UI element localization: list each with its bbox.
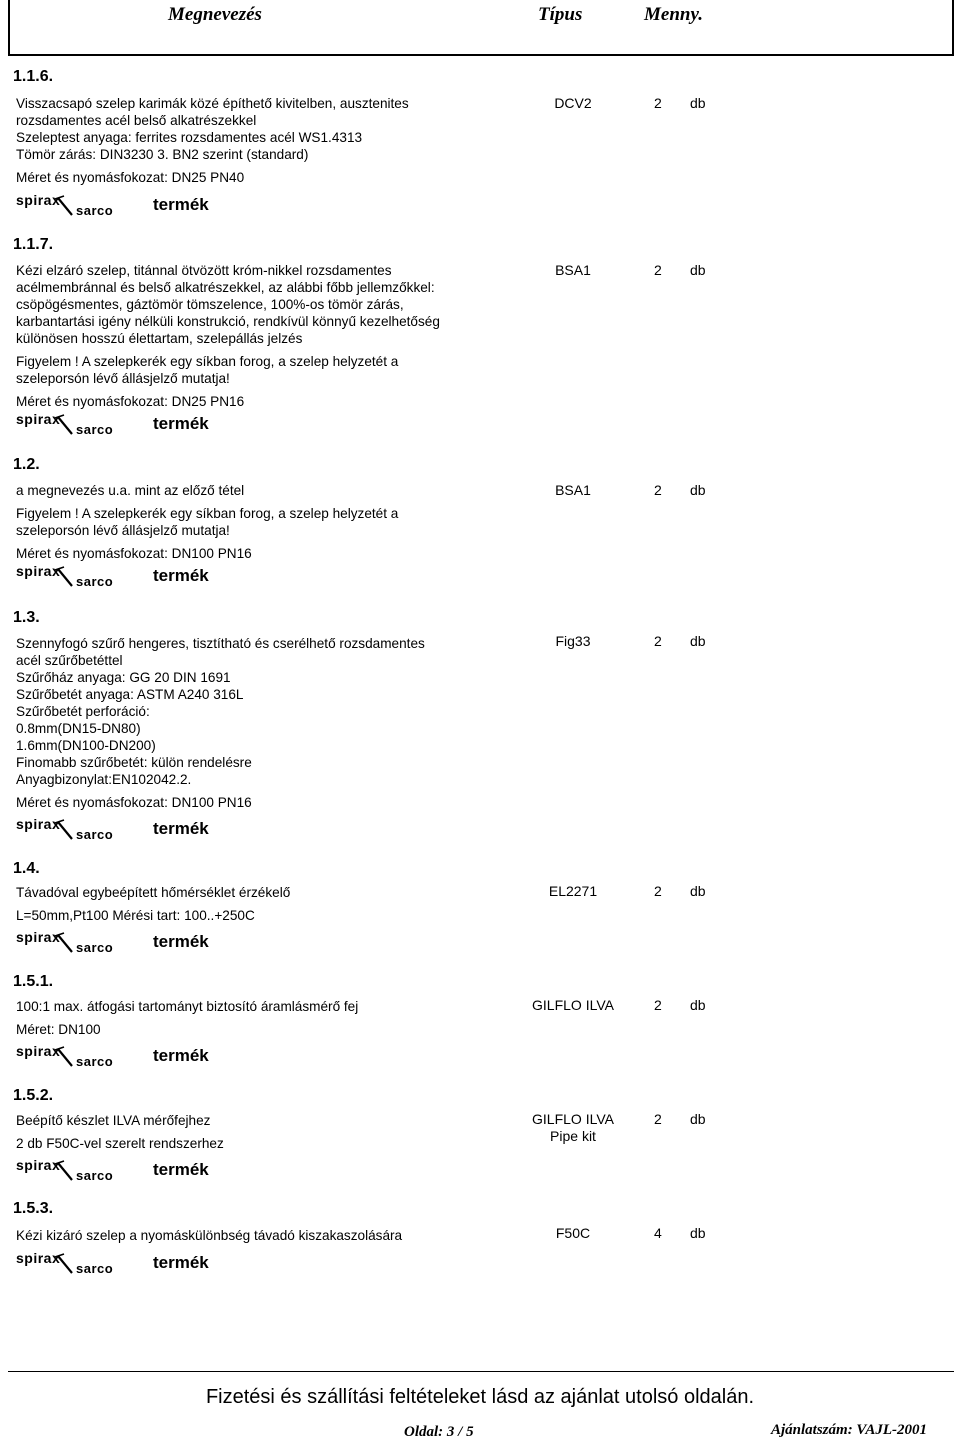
item-number: 1.5.3. [13,1200,54,1217]
spirax-sarco-logo [14,1158,128,1182]
item-description: Kézi kizáró szelep a nyomáskülönbség távadó kiszakaszolására [16,1228,403,1243]
item-type: DCV2 [554,95,592,111]
item-unit: db [690,1111,706,1127]
spirax-sarco-logo [14,817,128,841]
header-name: Megnevezés [168,4,262,25]
item-type: F50C [555,1225,591,1241]
termek-label: termék [153,1160,209,1179]
item-size: Méret és nyomásfokozat: DN25 PN40 [16,170,245,185]
item-type: GILFLO ILVA [532,997,614,1013]
termek-label: termék [153,414,209,433]
item-size: Méret és nyomásfokozat: DN25 PN16 [16,394,245,409]
item-size: Méret és nyomásfokozat: DN100 PN16 [16,795,252,810]
item-note: Figyelem ! A szelepkerék egy síkban forog, a szelep helyzetét a [16,354,399,369]
item-qty: 2 [654,95,662,111]
item-qty: 2 [654,1111,662,1127]
item-qty: 2 [654,482,662,498]
footer-note: Fizetési és szállítási feltételeket lásd az ajánlat utolsó oldalán. [205,1386,755,1408]
item-number: 1.2. [13,456,40,473]
header-type: Típus [538,4,583,25]
item-qty: 2 [654,883,662,899]
item-number: 1.1.6. [13,68,54,85]
table-header [8,0,954,56]
item-unit: db [690,633,706,649]
offer-number: Ajánlatszám: VAJL-2001 [771,1422,927,1438]
item-qty: 2 [654,997,662,1013]
termek-label: termék [153,195,209,214]
item-number: 1.4. [13,860,40,877]
item-type: EL2271 [548,883,598,899]
page-number: Oldal: 3 / 5 [404,1424,474,1440]
item-size: L=50mm,Pt100 Mérési tart: 100..+250C [16,908,255,923]
item-qty: 2 [654,633,662,649]
item-number: 1.5.2. [13,1087,54,1104]
item-unit: db [690,482,706,498]
item-description: Visszacsapó szelep karimák közé építhető kivitelben, ausztenites rozsdamentes acél belső alkatrészekkel Szeleptest anyaga: ferrites rozsdamentes acél WS1.4313 Tömör zárás: DIN3230 3. BN2 szerint (standard) Méret és nyomásfokozat: DN25 PN40 [16,96,409,185]
item-type: BSA1 [555,482,591,498]
item-unit: db [690,883,706,899]
item-unit: db [690,262,706,278]
item-type: GILFLO ILVA Pipe kit [532,1111,614,1144]
spirax-sarco-logo [14,412,128,436]
header-qty: Menny. [644,4,703,25]
item-description: a megnevezés u.a. mint az előző tétel Figyelem ! A szelepkerék egy síkban forog, a szelep helyzetét a szeleporsón lévő állásjelző mutatja! Méret és nyomásfokozat: DN100 PN16 [16,483,399,561]
item-description: Távadóval egybeépített hőmérséklet érzékelő L=50mm,Pt100 Mérési tart: 100..+250C [16,885,291,923]
item-number: 1.3. [13,609,40,626]
item-description: 100:1 max. átfogási tartományt biztosító áramlásmérő fej Méret: DN100 [16,999,359,1037]
item-number: 1.5.1. [13,973,54,990]
item-size: Méret és nyomásfokozat: DN100 PN16 [16,546,252,561]
spirax-sarco-logo [14,1044,128,1068]
spirax-sarco-logo [14,1251,128,1275]
item-number: 1.1.7. [13,236,54,253]
item-unit: db [690,95,706,111]
item-qty: 2 [654,262,662,278]
termek-label: termék [153,1046,209,1065]
item-qty: 4 [654,1225,662,1241]
item-description: Beépítő készlet ILVA mérőfejhez 2 db F50C-vel szerelt rendszerhez [16,1113,224,1151]
termek-label: termék [153,819,209,838]
item-description: Kézi elzáró szelep, titánnal ötvözött króm-nikkel rozsdamentes acélmembránnal és belső alkatrészekkel, az alábbi főbb jellemzőkkel: csöpögésmentes, gáztömör tömszelence, 100%-os tömör zárás, karbantartási igény nélküli konstrukció, rendkívül könnyű kezelhetőség különösen hosszú élettartam, szelepállás jelzés Figyelem ! A szelepkerék egy síkban forog, a szelep helyzetét a szeleporsón lévő állásjelző mutatja! Méret és nyomásfokozat: DN25 PN16 [16,263,440,409]
spirax-sarco-logo [14,193,128,217]
termek-label: termék [153,932,209,951]
item-note: Figyelem ! A szelepkerék egy síkban forog, a szelep helyzetét a [16,506,399,521]
termek-label: termék [153,1253,209,1272]
spirax-sarco-logo [14,930,128,954]
footer-divider [8,1371,954,1372]
termek-label: termék [153,566,209,585]
spirax-sarco-logo [14,564,128,588]
item-unit: db [690,997,706,1013]
item-unit: db [690,1225,706,1241]
item-size: Méret: DN100 [16,1022,101,1037]
item-description: Szennyfogó szűrő hengeres, tisztítható és cserélhető rozsdamentes acél szűrőbetéttel Szűrőház anyaga: GG 20 DIN 1691 Szűrőbetét anyaga: ASTM A240 316L Szűrőbetét perforáció: 0.8mm(DN15-DN80) 1.6mm(DN100-DN200) Finomabb szűrőbetét: külön rendelésre Anyagbizonylat:EN102042.2. Méret és nyomásfokozat: DN100 PN16 [16,636,425,810]
item-type: Fig33 [555,633,591,649]
item-type: BSA1 [555,262,591,278]
